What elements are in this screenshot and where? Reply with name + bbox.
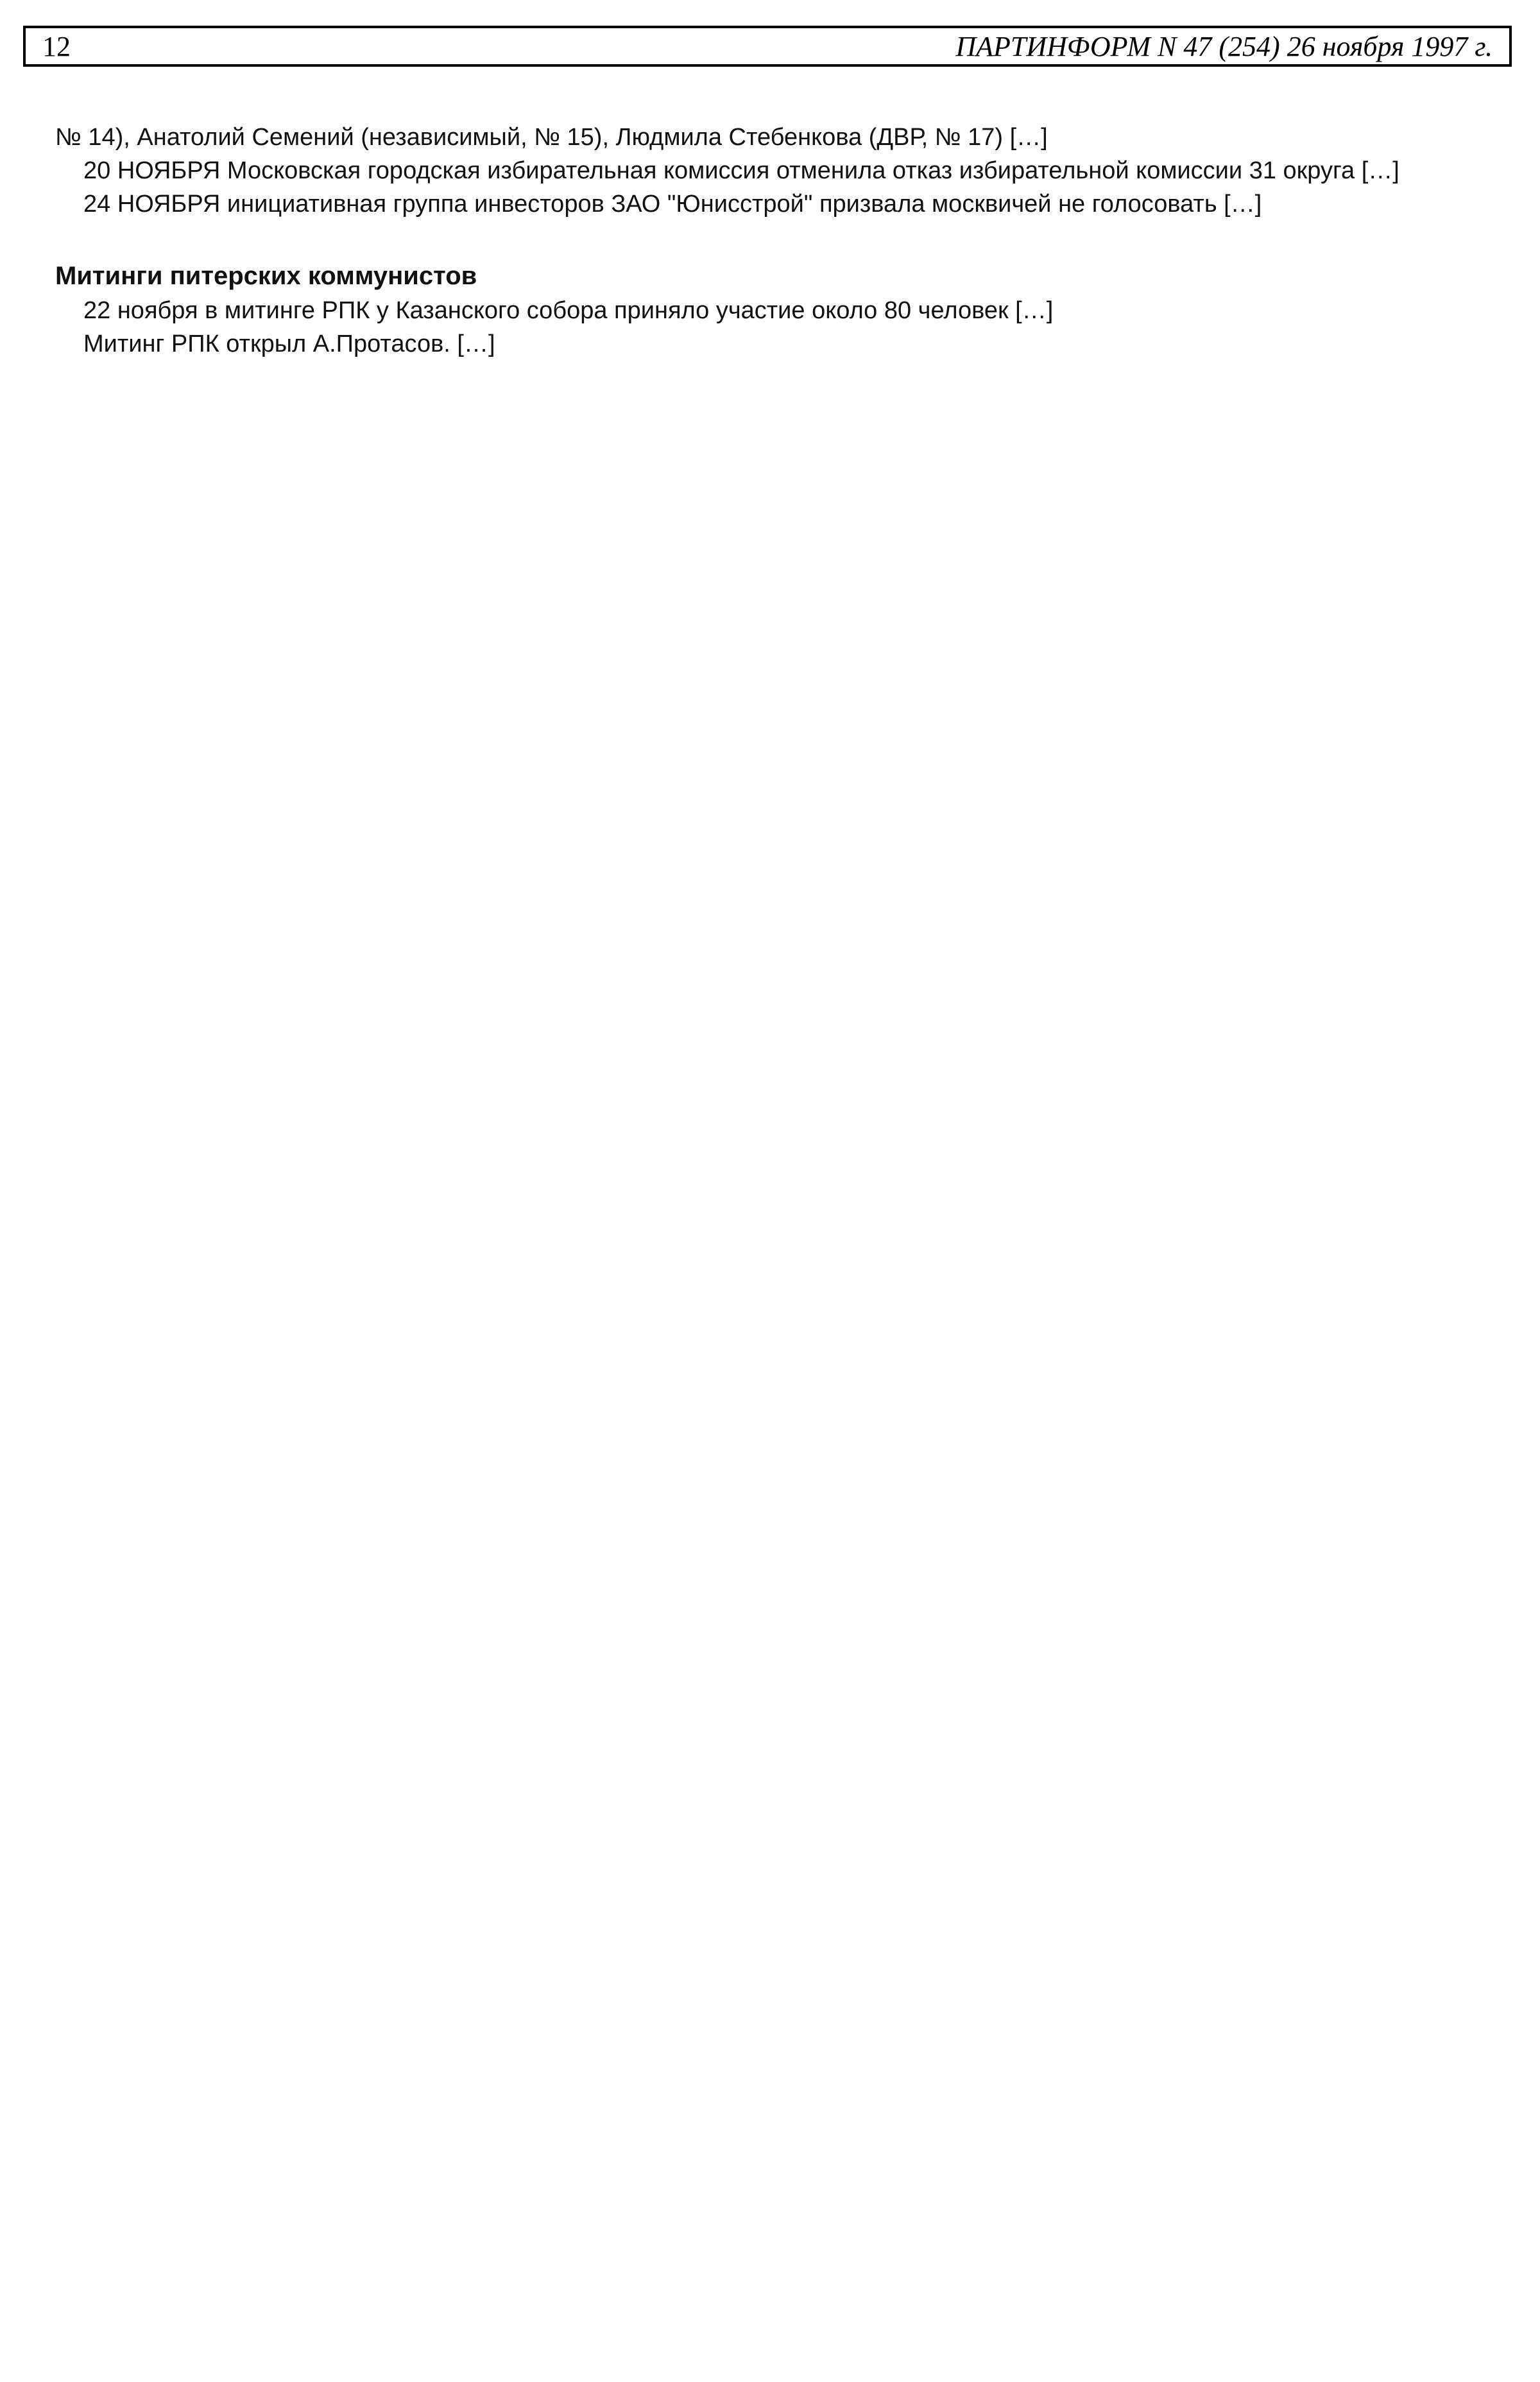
- page-header: [23, 26, 1512, 67]
- issue-title: ПАРТИНФОРМ N 47 (254) 26 ноября 1997 г.: [955, 30, 1493, 62]
- section-heading: Митинги питерских коммунистов: [55, 262, 477, 290]
- section-paragraph: 22 ноября в митинге РПК у Казанского собора приняло участие около 80 человек […]: [83, 297, 1054, 324]
- article-body: [55, 122, 1499, 362]
- article-paragraph: 20 НОЯБРЯ Московская городская избирательная комиссия отменила отказ избирательной комиссии 31 округа […]: [83, 157, 1399, 184]
- article-paragraph: 24 НОЯБРЯ инициативная группа инвесторов ЗАО "Юнисстрой" призвала москвичей не голосовать […]: [83, 191, 1262, 218]
- page-number: 12: [42, 30, 71, 62]
- article-paragraph: № 14), Анатолий Семений (независимый, № 15), Людмила Стебенкова (ДВР, № 17) […]: [55, 124, 1048, 151]
- section-paragraph: Митинг РПК открыл А.Протасов. […]: [83, 330, 495, 357]
